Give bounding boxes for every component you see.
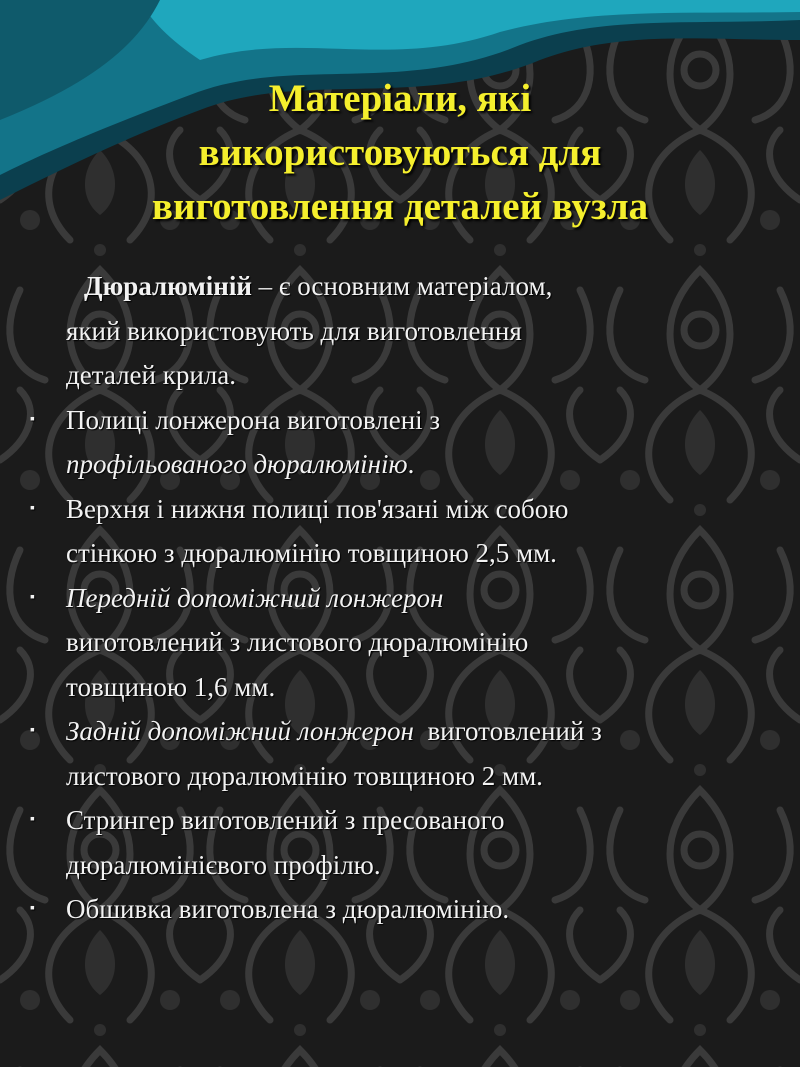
bullet-icon: ▪: [30, 500, 35, 516]
title-line: використовуються для: [198, 131, 602, 174]
lead-text: який використовують для виготовлення: [66, 315, 522, 346]
item-text: Верхня і нижня полиці пов'язані між собою: [66, 493, 569, 524]
list-item: [30, 887, 760, 932]
item-text: Полиці лонжерона виготовлені з: [66, 404, 441, 435]
lead-term: Дюралюміній: [84, 271, 252, 301]
title-line: виготовлення деталей вузла: [151, 185, 649, 228]
bullet-icon: ▪: [30, 723, 35, 738]
item-text: виготовлений з: [413, 716, 602, 746]
item-text: товщиною 1,6 мм.: [66, 671, 276, 702]
item-italic-text: Передній допоміжний лонжерон: [66, 582, 444, 613]
item-italic-text: профільованого дюралюмінію: [66, 449, 408, 479]
lead-text: – є основним матеріалом,: [251, 271, 553, 301]
list-item: [30, 709, 760, 798]
list-item: [30, 798, 760, 887]
slide-body: [30, 264, 760, 932]
list-item: [30, 398, 760, 487]
list-item: [30, 576, 760, 710]
item-text: виготовлений з листового дюралюмінію: [66, 627, 529, 657]
bullet-icon: ▪: [30, 411, 35, 427]
item-italic-text: Задній допоміжний лонжерон: [66, 716, 414, 746]
lead-text: деталей крила.: [66, 360, 237, 390]
bullet-icon: ▪: [30, 812, 35, 827]
slide-title: [40, 72, 760, 234]
item-text: листового дюралюмінію товщиною 2 мм.: [66, 760, 543, 791]
item-text: стінкою з дюралюмінію товщиною 2,5 мм.: [66, 538, 557, 568]
item-text: Обшивка виготовлена з дюралюмінію.: [66, 894, 510, 924]
item-text: Стрингер виготовлений з пресованого: [66, 805, 505, 835]
bullet-icon: ▪: [30, 901, 35, 916]
bullet-icon: ▪: [30, 589, 35, 605]
title-line: Матеріали, які: [268, 77, 532, 120]
lead-paragraph: [30, 264, 760, 398]
item-text: дюралюмінієвого профілю.: [66, 849, 381, 880]
list-item: [30, 487, 760, 576]
item-text: .: [407, 449, 415, 479]
